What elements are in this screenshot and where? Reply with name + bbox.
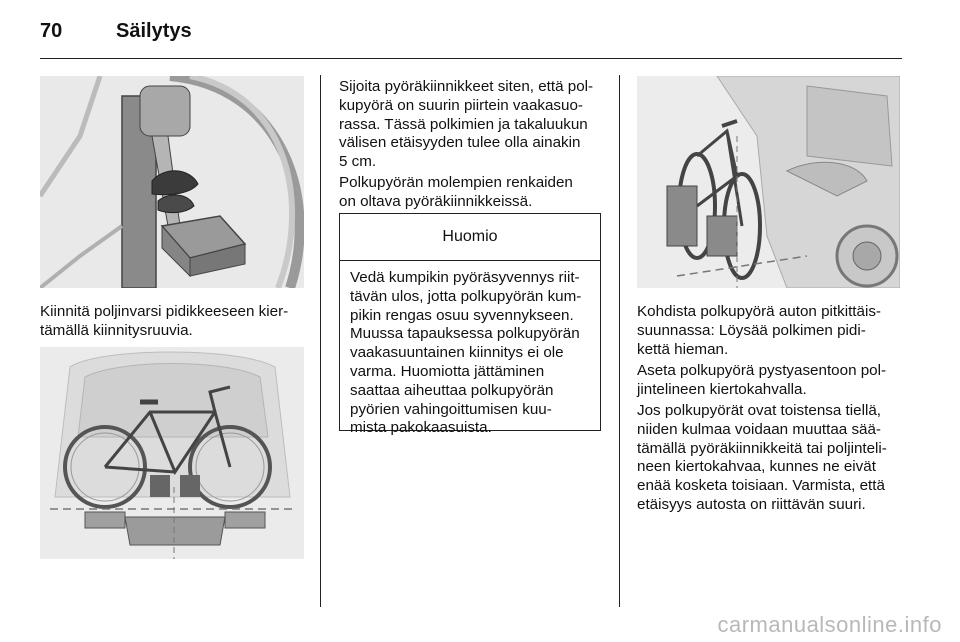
watermark: carmanualsonline.info — [717, 612, 942, 637]
page-title: Säilytys — [116, 20, 192, 42]
header-divider — [40, 58, 902, 59]
notice-body: Vedä kumpikin pyöräsyvennys riit- tävän ulos, jotta polkupyörän kum- pikin rengas osuu syvennykseen. Muussa tapauksessa polkupyörän vaakasuuntainen kiinnitys ei ole varma. Huomiotta jättäminen saattaa aiheuttaa polkupyörän pyörien vahingoittumisen kuu- mista pakokaasuista. — [350, 269, 582, 437]
bike-mounted-side-illustration — [637, 76, 900, 288]
column-divider-left — [320, 75, 321, 607]
caption-pedal-holder: Kiinnitä poljinvarsi pidikkeeseen kier- tämällä kiinnitysruuvia. — [40, 303, 289, 339]
paragraph-positioning: Sijoita pyöräkiinnikkeet siten, että pol- kupyörä on suurin piirtein vaakasuo- rassa. Tässä polkimien ja takaluukun välisen etäisyyden tulee olla ainakin 5 cm. — [339, 78, 594, 171]
page-number: 70 — [40, 20, 63, 42]
paragraph-bike-clearance: Jos polkupyörät ovat toistensa tiellä, niiden kulmaa voidaan muuttaa sää- tämällä pyöräkiinnikkeitä tai poljinteli- neen kiertokahvaa, kunnes ne eivät enää kosketa toisiaan. Varmista, että etäisyys autosta on riittävän suuri. — [637, 402, 887, 513]
column-divider-right — [619, 75, 620, 607]
paragraph-upright-position: Aseta polkupyörä pystyasentoon pol- jintelineen kiertokahvalla. — [637, 362, 887, 398]
caution-notice — [339, 213, 601, 437]
bike-on-carrier-rear-illustration — [40, 347, 304, 559]
paragraph-both-wheels: Polkupyörän molempien renkaiden on oltava pyöräkiinnikkeissä. — [339, 174, 573, 210]
notice-heading: Huomio — [340, 214, 600, 261]
pedal-holder-illustration — [40, 76, 304, 288]
paragraph-align-bike: Kohdista polkupyörä auton pitkittäis- suunnassa: Löysää polkimen pidi- kettä hieman. — [637, 303, 881, 358]
